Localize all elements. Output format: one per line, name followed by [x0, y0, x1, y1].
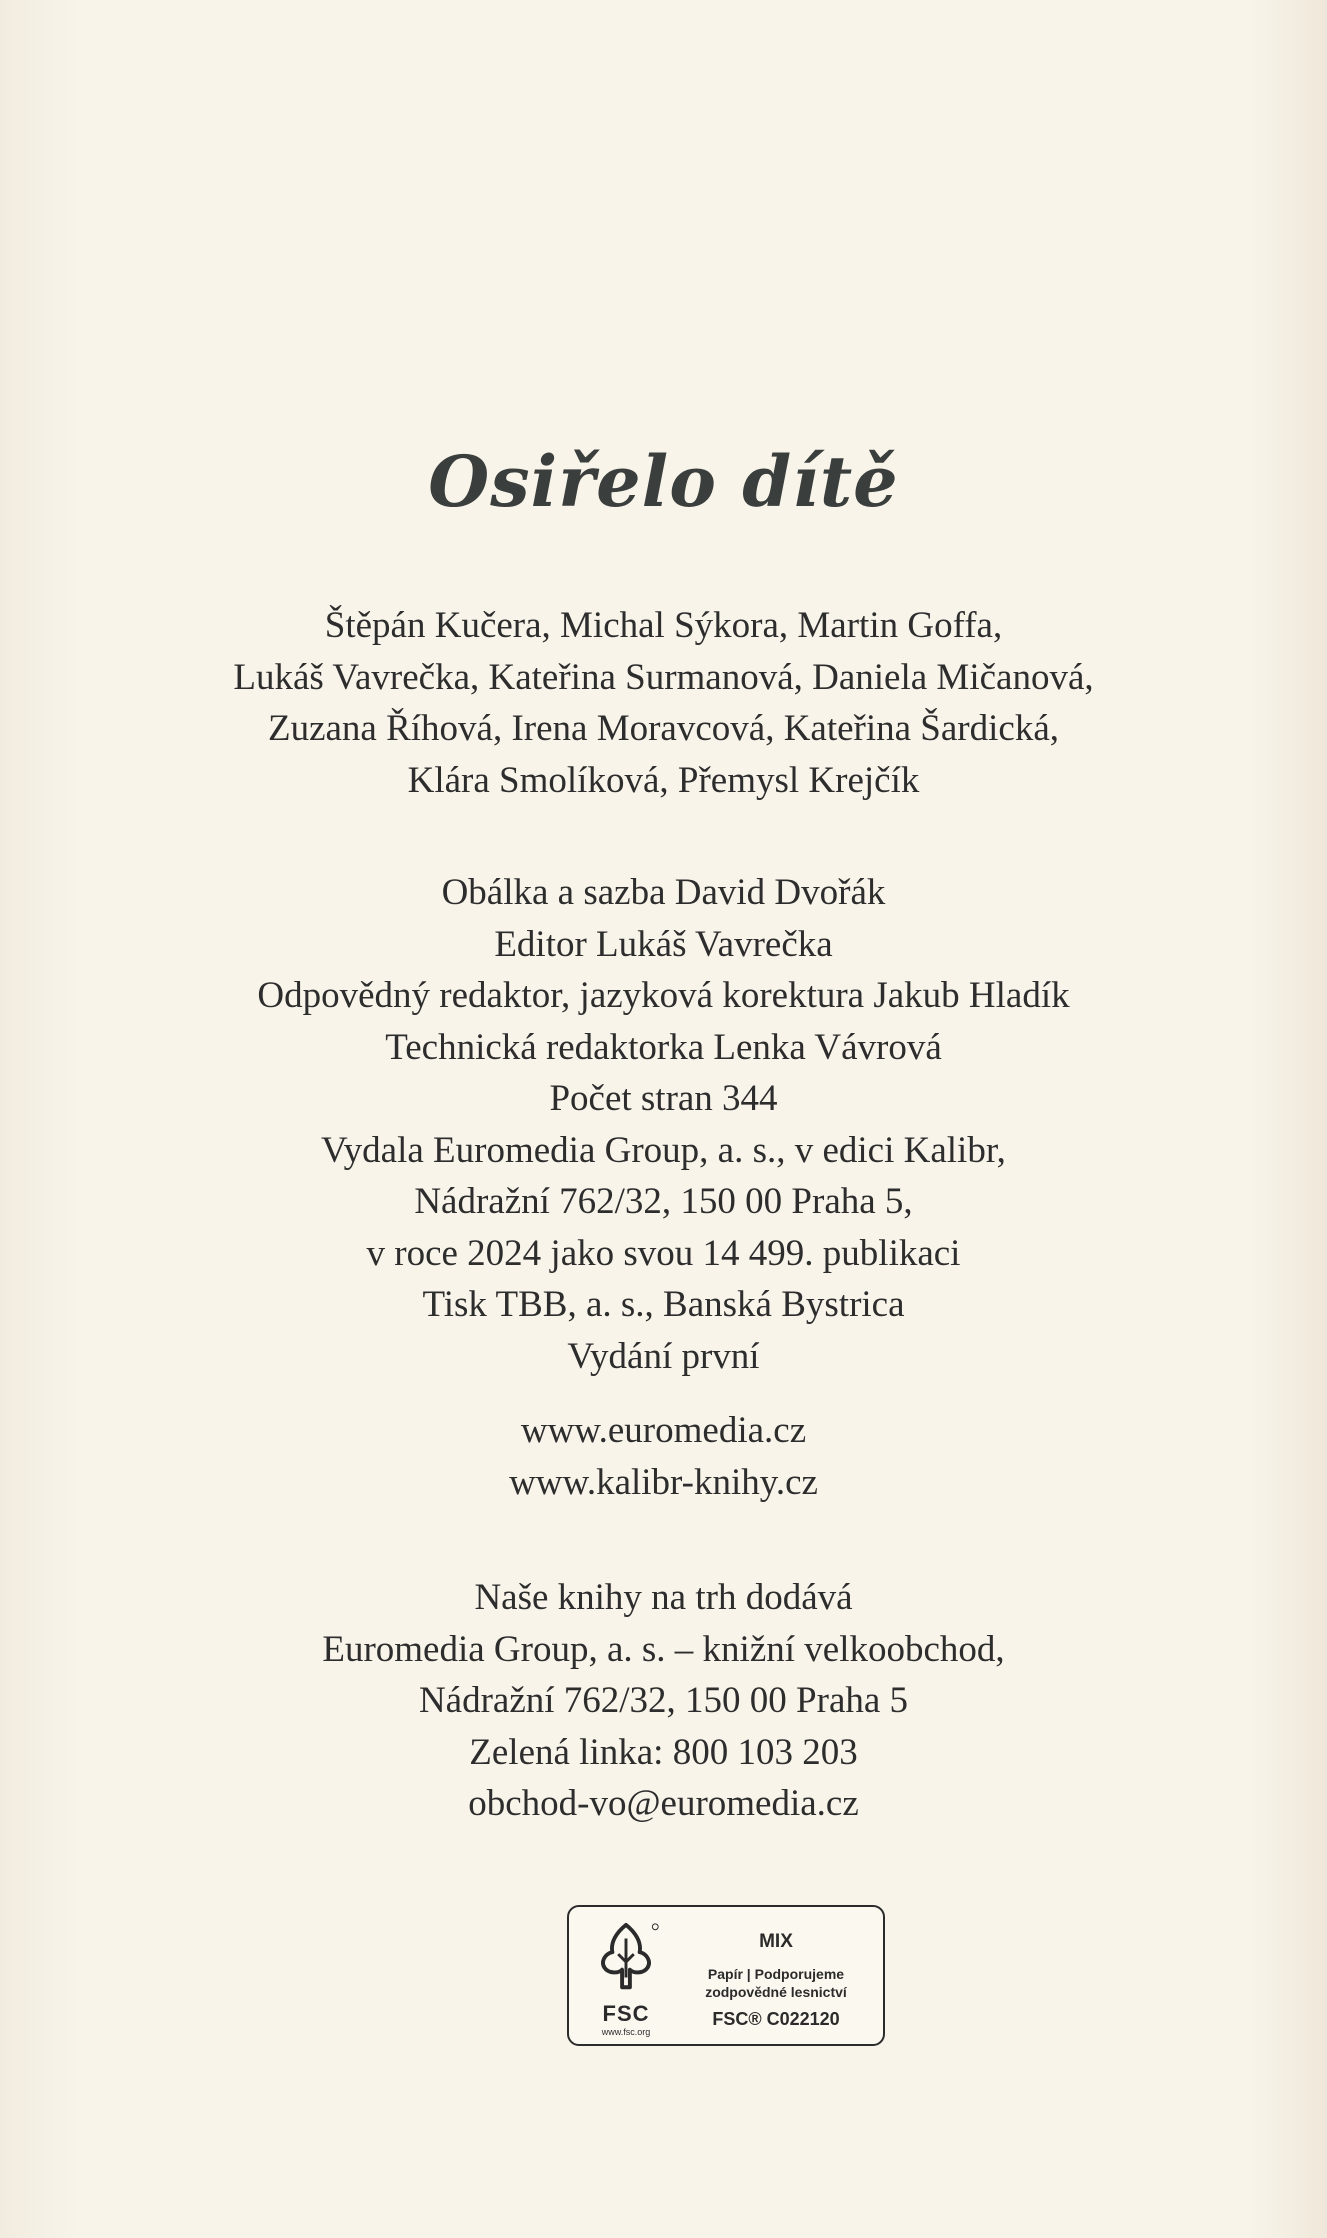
fsc-logo-text: FSC — [602, 2001, 650, 2026]
fsc-logo-url: www.fsc.org — [601, 2027, 651, 2037]
fsc-license-code: FSC® C022120 — [712, 2009, 840, 2029]
book-title: Osiřelo dítě — [428, 440, 899, 523]
fsc-label — [567, 1905, 885, 2046]
distribution-block — [0, 1572, 1327, 1830]
publisher-line: Vydala Euromedia Group, a. s., v edici Kalibr, — [321, 1129, 1006, 1171]
page-count: Počet stran 344 — [549, 1078, 778, 1119]
fsc-tree-icon — [587, 1919, 665, 1997]
publisher-address: Nádražní 762/32, 150 00 Praha 5, — [414, 1181, 913, 1222]
distributor-email: obchod-vo@euromedia.cz — [468, 1783, 859, 1824]
credit-responsible-editor: Odpovědný redaktor, jazyková korektura Jakub Hladík — [257, 975, 1070, 1016]
author-line: Štěpán Kučera, Michal Sýkora, Martin Goffa, — [324, 605, 1003, 646]
author-line: Klára Smolíková, Přemysl Krejčík — [407, 759, 920, 801]
printer: Tisk TBB, a. s., Banská Bystrica — [422, 1284, 905, 1325]
credit-cover-design: Obálka a sazba David Dvořák — [441, 872, 886, 913]
distributor-address: Nádražní 762/32, 150 00 Praha 5 — [418, 1680, 909, 1721]
publication-number: v roce 2024 jako svou 14 499. publikaci — [366, 1232, 961, 1274]
author-list — [0, 600, 1327, 806]
credit-technical-editor: Technická redaktorka Lenka Vávrová — [385, 1026, 942, 1068]
distributor-name: Euromedia Group, a. s. – knižní velkoobchod, — [322, 1628, 1005, 1670]
edition: Vydání první — [567, 1335, 760, 1377]
author-line: Lukáš Vavrečka, Kateřina Surmanová, Daniela Mičanová, — [233, 656, 1094, 698]
fsc-paper-line: zodpovědné lesnictví — [705, 1984, 847, 2000]
credit-editor: Editor Lukáš Vavrečka — [494, 923, 833, 965]
fsc-paper-text — [681, 1965, 871, 2001]
distributor-phone: Zelená linka: 800 103 203 — [469, 1731, 858, 1773]
website-link: www.euromedia.cz — [520, 1410, 807, 1451]
fsc-mix-label: MIX — [759, 1931, 793, 1952]
author-line: Zuzana Říhová, Irena Moravcová, Kateřina Šardická, — [267, 708, 1060, 749]
website-link: www.kalibr-knihy.cz — [509, 1461, 818, 1503]
websites-block — [0, 1405, 1327, 1508]
credits-block — [0, 867, 1327, 1382]
fsc-paper-line: Papír | Podporujeme — [707, 1966, 845, 1982]
distribution-intro: Naše knihy na trh dodává — [474, 1577, 853, 1618]
